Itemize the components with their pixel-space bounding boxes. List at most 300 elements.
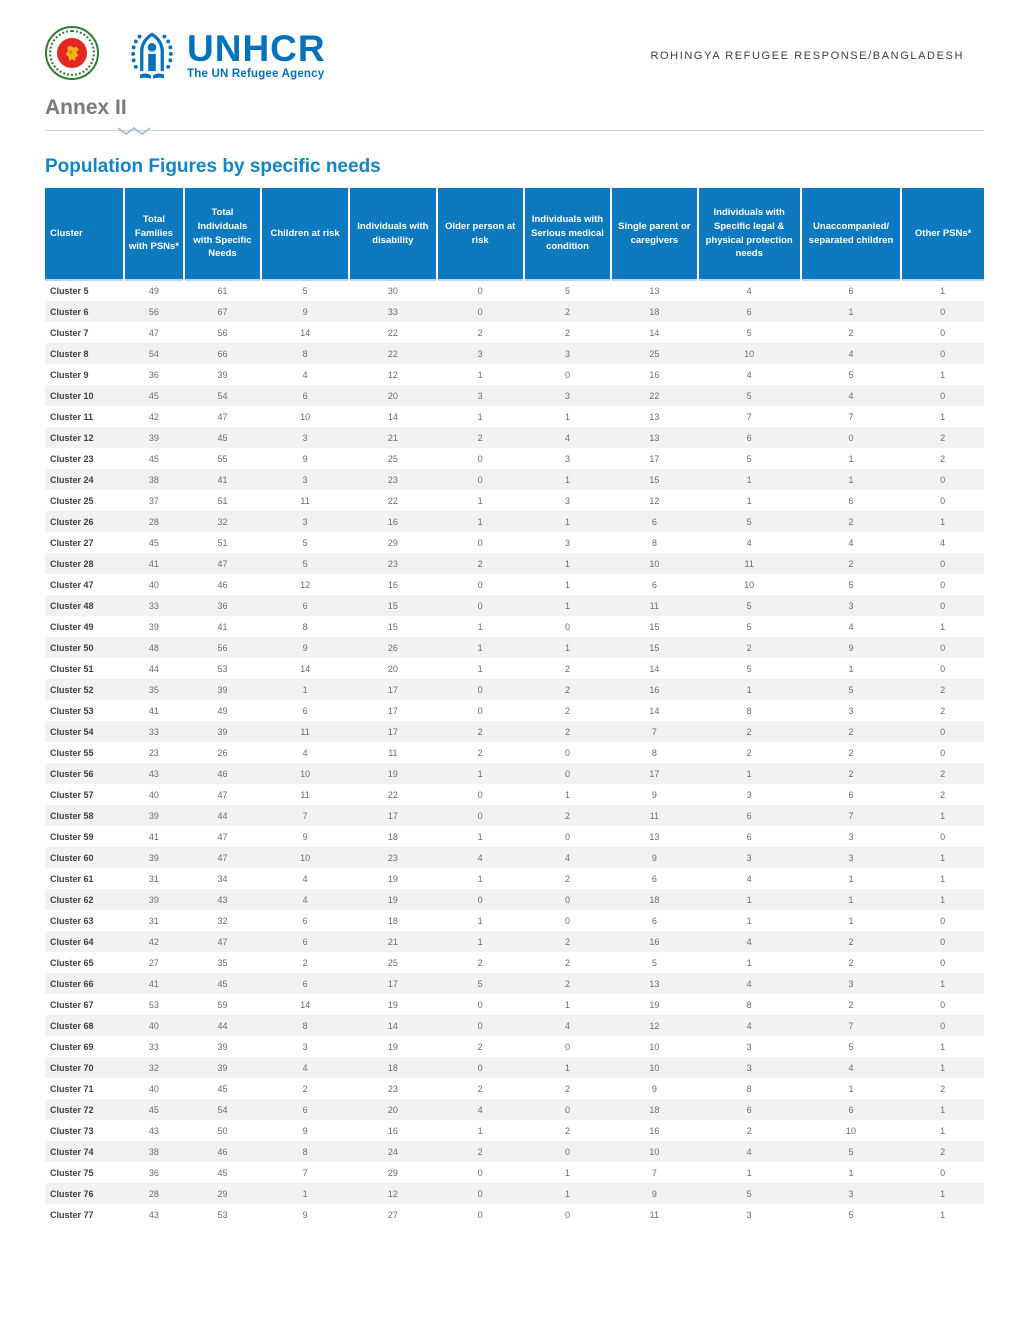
value-cell: 1 xyxy=(940,873,946,884)
value-cell: 11 xyxy=(649,600,660,611)
value-cell: 0 xyxy=(477,810,483,821)
value-cell: 9 xyxy=(651,852,657,863)
value-cell: 0 xyxy=(940,957,946,968)
value-cell: 5 xyxy=(746,1188,752,1199)
cluster-label: Cluster 11 xyxy=(50,411,94,422)
logo-group xyxy=(45,26,326,84)
value-cell: 8 xyxy=(746,999,752,1010)
value-cell: 1 xyxy=(746,1167,752,1178)
value-cell: 5 xyxy=(848,369,854,380)
value-cell: 5 xyxy=(746,327,752,338)
value-cell: 2 xyxy=(477,1083,483,1094)
table-row xyxy=(45,490,984,511)
value-cell: 4 xyxy=(746,936,752,947)
value-cell: 3 xyxy=(848,978,854,989)
value-cell: 14 xyxy=(649,705,660,716)
value-cell: 30 xyxy=(387,286,398,296)
value-cell: 8 xyxy=(302,348,308,359)
value-cell: 16 xyxy=(649,369,660,380)
value-cell: 21 xyxy=(387,936,398,947)
value-cell: 38 xyxy=(148,1146,159,1157)
value-cell: 0 xyxy=(564,1041,570,1052)
value-cell: 5 xyxy=(746,453,752,464)
value-cell: 1 xyxy=(564,474,570,485)
value-cell: 0 xyxy=(940,390,946,401)
value-cell: 51 xyxy=(217,495,228,506)
value-cell: 47 xyxy=(148,327,159,338)
value-cell: 4 xyxy=(848,1062,854,1073)
value-cell: 1 xyxy=(477,663,483,674)
table-row xyxy=(45,889,984,910)
value-cell: 37 xyxy=(148,495,159,506)
bangladesh-map-shape xyxy=(62,43,83,64)
cluster-label: Cluster 60 xyxy=(50,852,94,863)
value-cell: 35 xyxy=(217,957,228,968)
value-cell: 0 xyxy=(940,915,946,926)
value-cell: 39 xyxy=(148,810,159,821)
value-cell: 9 xyxy=(302,453,308,464)
value-cell: 5 xyxy=(302,558,308,569)
table-row xyxy=(45,1120,984,1141)
cluster-label: Cluster 23 xyxy=(50,453,94,464)
value-cell: 5 xyxy=(302,537,308,548)
table-row xyxy=(45,931,984,952)
table-row xyxy=(45,1099,984,1120)
value-cell: 0 xyxy=(940,999,946,1010)
value-cell: 1 xyxy=(477,768,483,779)
cluster-label: Cluster 62 xyxy=(50,894,94,905)
value-cell: 9 xyxy=(651,789,657,800)
value-cell: 7 xyxy=(848,1020,854,1031)
cluster-label: Cluster 10 xyxy=(50,390,94,401)
value-cell: 2 xyxy=(477,957,483,968)
value-cell: 47 xyxy=(217,558,228,569)
value-cell: 38 xyxy=(148,474,159,485)
value-cell: 3 xyxy=(848,705,854,716)
value-cell: 11 xyxy=(649,1209,660,1220)
value-cell: 6 xyxy=(302,936,308,947)
value-cell: 6 xyxy=(302,978,308,989)
value-cell: 39 xyxy=(148,852,159,863)
value-cell: 1 xyxy=(848,1083,854,1094)
value-cell: 4 xyxy=(302,894,308,905)
cluster-label: Cluster 50 xyxy=(50,642,94,653)
value-cell: 3 xyxy=(848,600,854,611)
value-cell: 4 xyxy=(746,873,752,884)
value-cell: 3 xyxy=(746,852,752,863)
value-cell: 1 xyxy=(940,1209,946,1220)
value-cell: 2 xyxy=(564,978,570,989)
value-cell: 2 xyxy=(564,705,570,716)
cluster-label: Cluster 68 xyxy=(50,1020,94,1031)
table-row xyxy=(45,280,984,301)
value-cell: 5 xyxy=(746,600,752,611)
value-cell: 2 xyxy=(940,432,946,443)
value-cell: 53 xyxy=(217,1209,228,1220)
value-cell: 2 xyxy=(848,999,854,1010)
value-cell: 66 xyxy=(217,348,228,359)
value-cell: 3 xyxy=(848,852,854,863)
table-row xyxy=(45,826,984,847)
value-cell: 1 xyxy=(477,915,483,926)
value-cell: 2 xyxy=(848,768,854,779)
value-cell: 2 xyxy=(940,453,946,464)
value-cell: 1 xyxy=(746,768,752,779)
value-cell: 35 xyxy=(148,684,159,695)
column-header: Individuals with disability xyxy=(349,188,436,280)
value-cell: 59 xyxy=(217,999,228,1010)
value-cell: 1 xyxy=(564,411,570,422)
value-cell: 2 xyxy=(746,1125,752,1136)
table-row xyxy=(45,973,984,994)
value-cell: 3 xyxy=(302,1041,308,1052)
value-cell: 13 xyxy=(649,432,660,443)
value-cell: 45 xyxy=(217,1083,228,1094)
value-cell: 7 xyxy=(746,411,752,422)
value-cell: 28 xyxy=(148,516,159,527)
value-cell: 17 xyxy=(649,453,660,464)
value-cell: 19 xyxy=(387,894,398,905)
value-cell: 6 xyxy=(302,600,308,611)
value-cell: 1 xyxy=(940,411,946,422)
value-cell: 6 xyxy=(302,915,308,926)
value-cell: 5 xyxy=(848,1209,854,1220)
column-header: Cluster xyxy=(45,188,124,280)
value-cell: 1 xyxy=(848,894,854,905)
value-cell: 67 xyxy=(217,306,228,317)
value-cell: 8 xyxy=(746,1083,752,1094)
value-cell: 1 xyxy=(477,873,483,884)
value-cell: 14 xyxy=(649,327,660,338)
value-cell: 18 xyxy=(649,306,660,317)
value-cell: 1 xyxy=(940,621,946,632)
value-cell: 29 xyxy=(217,1188,228,1199)
value-cell: 1 xyxy=(940,1104,946,1115)
value-cell: 14 xyxy=(300,999,311,1010)
value-cell: 1 xyxy=(848,663,854,674)
unhcr-emblem-icon xyxy=(125,28,179,84)
value-cell: 1 xyxy=(940,1062,946,1073)
value-cell: 16 xyxy=(649,1125,660,1136)
value-cell: 13 xyxy=(649,978,660,989)
value-cell: 1 xyxy=(940,1188,946,1199)
value-cell: 29 xyxy=(387,1167,398,1178)
value-cell: 12 xyxy=(387,369,398,380)
value-cell: 1 xyxy=(940,1041,946,1052)
value-cell: 0 xyxy=(940,474,946,485)
table-row xyxy=(45,1036,984,1057)
value-cell: 33 xyxy=(387,306,398,317)
value-cell: 17 xyxy=(387,978,398,989)
value-cell: 13 xyxy=(649,831,660,842)
value-cell: 5 xyxy=(302,286,308,296)
value-cell: 34 xyxy=(217,873,228,884)
value-cell: 17 xyxy=(387,705,398,716)
value-cell: 1 xyxy=(746,894,752,905)
value-cell: 2 xyxy=(940,684,946,695)
value-cell: 4 xyxy=(302,369,308,380)
value-cell: 0 xyxy=(940,831,946,842)
value-cell: 22 xyxy=(387,348,398,359)
cluster-label: Cluster 24 xyxy=(50,474,94,485)
cluster-label: Cluster 70 xyxy=(50,1062,94,1073)
value-cell: 54 xyxy=(217,390,228,401)
value-cell: 18 xyxy=(387,1062,398,1073)
value-cell: 1 xyxy=(746,684,752,695)
cluster-label: Cluster 52 xyxy=(50,684,94,695)
value-cell: 3 xyxy=(564,495,570,506)
value-cell: 6 xyxy=(651,873,657,884)
bangladesh-govt-seal-logo xyxy=(45,26,99,80)
value-cell: 23 xyxy=(148,747,159,758)
cluster-label: Cluster 25 xyxy=(50,495,94,506)
value-cell: 23 xyxy=(387,852,398,863)
table-row xyxy=(45,532,984,553)
value-cell: 2 xyxy=(940,789,946,800)
value-cell: 11 xyxy=(300,789,310,800)
value-cell: 2 xyxy=(477,1146,483,1157)
value-cell: 4 xyxy=(746,537,752,548)
table-row xyxy=(45,637,984,658)
value-cell: 0 xyxy=(477,1167,483,1178)
value-cell: 0 xyxy=(564,768,570,779)
cluster-label: Cluster 69 xyxy=(50,1041,94,1052)
value-cell: 40 xyxy=(148,789,159,800)
value-cell: 11 xyxy=(300,495,310,506)
value-cell: 9 xyxy=(302,831,308,842)
value-cell: 3 xyxy=(564,537,570,548)
value-cell: 13 xyxy=(649,286,660,296)
value-cell: 0 xyxy=(940,726,946,737)
value-cell: 4 xyxy=(302,1062,308,1073)
value-cell: 4 xyxy=(746,1146,752,1157)
value-cell: 3 xyxy=(564,390,570,401)
value-cell: 12 xyxy=(387,1188,398,1199)
value-cell: 15 xyxy=(649,621,660,632)
value-cell: 0 xyxy=(564,894,570,905)
value-cell: 10 xyxy=(300,852,311,863)
value-cell: 49 xyxy=(148,286,159,296)
cluster-label: Cluster 71 xyxy=(50,1083,94,1094)
value-cell: 43 xyxy=(148,1209,159,1220)
value-cell: 47 xyxy=(217,936,228,947)
value-cell: 61 xyxy=(217,286,228,296)
value-cell: 3 xyxy=(302,474,308,485)
value-cell: 45 xyxy=(217,1167,228,1178)
value-cell: 1 xyxy=(564,579,570,590)
value-cell: 3 xyxy=(477,390,483,401)
value-cell: 0 xyxy=(477,684,483,695)
value-cell: 6 xyxy=(848,286,854,296)
unhcr-wordmark: UNHCR xyxy=(187,28,326,69)
table-row xyxy=(45,364,984,385)
value-cell: 14 xyxy=(387,411,398,422)
value-cell: 0 xyxy=(477,1062,483,1073)
table-row xyxy=(45,301,984,322)
value-cell: 47 xyxy=(217,831,228,842)
value-cell: 45 xyxy=(217,432,228,443)
value-cell: 10 xyxy=(649,1062,660,1073)
cluster-label: Cluster 6 xyxy=(50,306,89,317)
value-cell: 3 xyxy=(746,1209,752,1220)
cluster-label: Cluster 61 xyxy=(50,873,94,884)
value-cell: 22 xyxy=(387,327,398,338)
value-cell: 2 xyxy=(477,726,483,737)
table-row xyxy=(45,763,984,784)
value-cell: 16 xyxy=(649,936,660,947)
population-figures-table xyxy=(45,188,984,1225)
value-cell: 16 xyxy=(387,1125,398,1136)
value-cell: 19 xyxy=(387,999,398,1010)
value-cell: 32 xyxy=(148,1062,159,1073)
value-cell: 5 xyxy=(477,978,483,989)
value-cell: 2 xyxy=(564,327,570,338)
value-cell: 4 xyxy=(940,537,946,548)
value-cell: 0 xyxy=(477,579,483,590)
value-cell: 23 xyxy=(387,1083,398,1094)
value-cell: 45 xyxy=(148,1104,159,1115)
table-row xyxy=(45,511,984,532)
value-cell: 2 xyxy=(746,642,752,653)
value-cell: 0 xyxy=(940,579,946,590)
value-cell: 46 xyxy=(217,579,228,590)
value-cell: 0 xyxy=(564,1209,570,1220)
cluster-label: Cluster 5 xyxy=(50,286,89,296)
value-cell: 41 xyxy=(217,474,228,485)
table-row xyxy=(45,1183,984,1204)
cluster-label: Cluster 72 xyxy=(50,1104,94,1115)
cluster-label: Cluster 48 xyxy=(50,600,94,611)
value-cell: 2 xyxy=(848,558,854,569)
table-row xyxy=(45,847,984,868)
value-cell: 0 xyxy=(940,600,946,611)
value-cell: 19 xyxy=(387,1041,398,1052)
column-header: Total Families with PSNs* xyxy=(124,188,184,280)
cluster-label: Cluster 74 xyxy=(50,1146,94,1157)
value-cell: 39 xyxy=(148,621,159,632)
unhcr-tagline: The UN Refugee Agency xyxy=(187,68,325,80)
value-cell: 47 xyxy=(217,789,228,800)
value-cell: 4 xyxy=(848,348,854,359)
value-cell: 16 xyxy=(649,684,660,695)
value-cell: 3 xyxy=(477,348,483,359)
value-cell: 1 xyxy=(848,453,854,464)
value-cell: 0 xyxy=(940,306,946,317)
value-cell: 5 xyxy=(848,579,854,590)
value-cell: 11 xyxy=(300,726,310,737)
cluster-label: Cluster 76 xyxy=(50,1188,94,1199)
value-cell: 1 xyxy=(940,1125,946,1136)
value-cell: 24 xyxy=(387,1146,398,1157)
value-cell: 19 xyxy=(649,999,660,1010)
value-cell: 1 xyxy=(746,915,752,926)
value-cell: 12 xyxy=(300,579,311,590)
value-cell: 5 xyxy=(746,390,752,401)
column-header: Individuals with Specific legal & physical protection needs xyxy=(698,188,801,280)
value-cell: 8 xyxy=(302,621,308,632)
value-cell: 2 xyxy=(848,747,854,758)
value-cell: 14 xyxy=(649,663,660,674)
table-row xyxy=(45,1015,984,1036)
value-cell: 6 xyxy=(746,831,752,842)
value-cell: 40 xyxy=(148,579,159,590)
value-cell: 7 xyxy=(651,726,657,737)
value-cell: 9 xyxy=(651,1188,657,1199)
value-cell: 5 xyxy=(651,957,657,968)
value-cell: 0 xyxy=(477,286,483,296)
value-cell: 41 xyxy=(148,978,159,989)
value-cell: 5 xyxy=(746,621,752,632)
value-cell: 2 xyxy=(564,1125,570,1136)
value-cell: 8 xyxy=(302,1020,308,1031)
value-cell: 39 xyxy=(217,1062,228,1073)
value-cell: 0 xyxy=(477,1209,483,1220)
table-row xyxy=(45,658,984,679)
value-cell: 31 xyxy=(148,873,159,884)
value-cell: 2 xyxy=(564,810,570,821)
value-cell: 9 xyxy=(651,1083,657,1094)
value-cell: 6 xyxy=(651,915,657,926)
value-cell: 9 xyxy=(302,1209,308,1220)
value-cell: 2 xyxy=(746,747,752,758)
value-cell: 8 xyxy=(651,537,657,548)
value-cell: 56 xyxy=(217,327,228,338)
value-cell: 7 xyxy=(848,411,854,422)
value-cell: 4 xyxy=(848,537,854,548)
value-cell: 7 xyxy=(302,1167,308,1178)
value-cell: 43 xyxy=(148,768,159,779)
table-row xyxy=(45,469,984,490)
value-cell: 1 xyxy=(477,1125,483,1136)
value-cell: 6 xyxy=(746,432,752,443)
value-cell: 36 xyxy=(148,1167,159,1178)
value-cell: 16 xyxy=(387,579,398,590)
table-row xyxy=(45,868,984,889)
value-cell: 45 xyxy=(148,453,159,464)
cluster-label: Cluster 77 xyxy=(50,1209,94,1220)
value-cell: 5 xyxy=(848,1146,854,1157)
cluster-label: Cluster 63 xyxy=(50,915,94,926)
value-cell: 39 xyxy=(217,726,228,737)
value-cell: 39 xyxy=(217,684,228,695)
value-cell: 1 xyxy=(564,558,570,569)
page-header xyxy=(45,26,984,84)
cluster-label: Cluster 55 xyxy=(50,747,94,758)
value-cell: 16 xyxy=(387,516,398,527)
value-cell: 45 xyxy=(148,390,159,401)
value-cell: 0 xyxy=(564,1104,570,1115)
value-cell: 46 xyxy=(217,768,228,779)
value-cell: 2 xyxy=(940,705,946,716)
value-cell: 7 xyxy=(651,1167,657,1178)
value-cell: 2 xyxy=(564,663,570,674)
document-title: ROHINGYA REFUGEE RESPONSE/BANGLADESH xyxy=(650,50,964,62)
value-cell: 33 xyxy=(148,726,159,737)
value-cell: 3 xyxy=(848,831,854,842)
value-cell: 23 xyxy=(387,558,398,569)
value-cell: 0 xyxy=(848,432,854,443)
value-cell: 11 xyxy=(744,558,754,569)
value-cell: 2 xyxy=(564,936,570,947)
bangladesh-map-icon xyxy=(57,38,87,68)
value-cell: 4 xyxy=(477,852,483,863)
cluster-label: Cluster 26 xyxy=(50,516,94,527)
value-cell: 17 xyxy=(649,768,660,779)
value-cell: 4 xyxy=(302,873,308,884)
unhcr-logo xyxy=(125,28,326,84)
value-cell: 20 xyxy=(387,390,398,401)
value-cell: 25 xyxy=(649,348,660,359)
